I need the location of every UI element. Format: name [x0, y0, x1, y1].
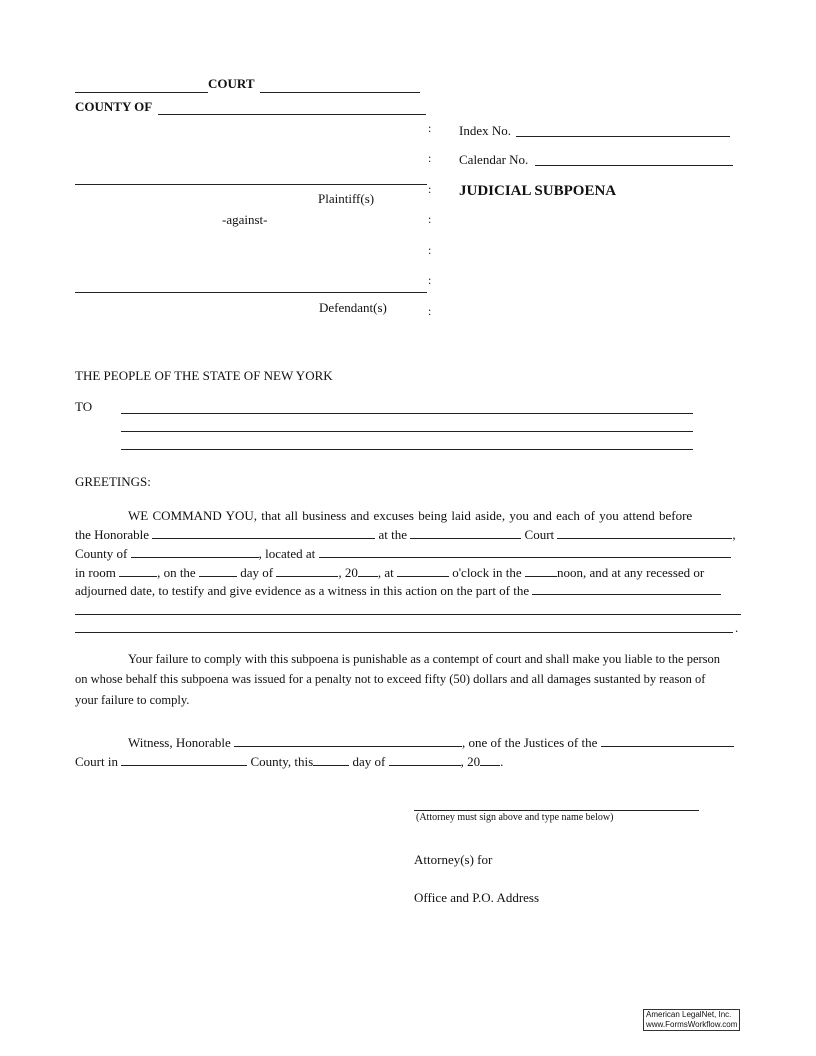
court-in-field[interactable] — [121, 753, 247, 766]
county-field[interactable] — [131, 545, 259, 558]
court-in-text: Court in — [75, 754, 118, 769]
witness-honorable-text: Witness, Honorable — [128, 735, 231, 750]
court-label: COURT — [208, 76, 255, 91]
witness-honorable-field[interactable] — [234, 734, 462, 747]
room-field[interactable] — [119, 564, 157, 577]
witness-day-of-text: day of — [352, 754, 386, 769]
publisher-box — [643, 1009, 740, 1031]
party-line-2[interactable] — [75, 614, 741, 615]
caption-colon: : — [428, 273, 432, 287]
location-field[interactable] — [319, 545, 731, 558]
greetings-heading: GREETINGS: — [75, 474, 151, 489]
witness-period: . — [500, 754, 504, 769]
attorney-signature-line[interactable] — [414, 810, 699, 811]
caption-colon: : — [428, 212, 432, 226]
located-at-text: , located at — [258, 546, 316, 561]
oclock-text: o'clock in the — [452, 565, 522, 580]
to-line-3[interactable] — [121, 449, 693, 450]
signature-note: (Attorney must sign above and type name below) — [416, 812, 614, 823]
people-heading: THE PEOPLE OF THE STATE OF NEW YORK — [75, 368, 333, 383]
plaintiff-blank[interactable] — [75, 184, 427, 185]
plaintiff-label: Plaintiff(s) — [318, 191, 375, 206]
index-no-field[interactable] — [516, 136, 730, 137]
court-location-field[interactable] — [557, 526, 732, 539]
county-this-text: County, this — [250, 754, 314, 769]
month-field[interactable] — [276, 564, 338, 577]
witness-year-field[interactable] — [480, 753, 500, 766]
witness-day-field[interactable] — [313, 753, 349, 766]
caption-colon: : — [428, 243, 432, 257]
honorable-field[interactable] — [152, 526, 375, 539]
command-line-1: WE COMMAND YOU, that all business and excuses being laid aside, you and each of you attend before — [128, 508, 693, 523]
justices-text: , one of the Justices of the — [461, 735, 598, 750]
command-line-3 — [75, 545, 731, 562]
party-line-period: . — [735, 620, 739, 635]
caption-colon: : — [428, 182, 432, 196]
index-no-label: Index No. — [459, 123, 511, 138]
time-field[interactable] — [397, 564, 449, 577]
failure-line-1: Your failure to comply with this subpoena is punishable as a contempt of court and shall make you liable to the person — [128, 652, 721, 666]
to-line-1[interactable] — [121, 413, 693, 414]
witness-year-text: , 20 — [460, 754, 481, 769]
caption-colon: : — [428, 151, 432, 165]
noon-field[interactable] — [525, 564, 557, 577]
party-field[interactable] — [532, 582, 721, 595]
adjourned-text: adjourned date, to testify and give evidence as a witness in this action on the part of the — [75, 583, 530, 598]
witness-month-field[interactable] — [389, 753, 461, 766]
against-label: -against- — [222, 212, 268, 227]
calendar-no-label: Calendar No. — [459, 152, 529, 167]
command-line-4 — [75, 564, 704, 581]
command-line-2: the Honorable at the Court , — [75, 527, 736, 542]
honorable-text: the Honorable — [75, 527, 150, 542]
noon-text: noon, and at any recessed or — [556, 565, 705, 580]
failure-line-3: your failure to comply. — [75, 693, 190, 707]
on-the-text: , on the — [157, 565, 196, 580]
caption-colon: : — [428, 121, 432, 135]
attorneys-for-label: Attorney(s) for — [414, 852, 493, 867]
county-blank[interactable] — [158, 114, 426, 115]
county-label: COUNTY OF — [75, 99, 153, 114]
defendant-blank[interactable] — [75, 292, 427, 293]
witness-line-2 — [75, 753, 503, 770]
to-line-2[interactable] — [121, 431, 693, 432]
defendant-label: Defendant(s) — [319, 300, 387, 315]
year-field[interactable] — [358, 564, 378, 577]
justices-court-field[interactable] — [601, 734, 734, 747]
publisher-name: American LegalNet, Inc. — [646, 1010, 732, 1019]
at-the-text: at the — [378, 527, 408, 542]
court-type-field[interactable] — [410, 526, 521, 539]
to-label: TO — [75, 399, 93, 414]
county-of-text: County of — [75, 546, 128, 561]
court-name-blank[interactable] — [75, 92, 208, 93]
at-text: , at — [377, 565, 394, 580]
publisher-url: www.FormsWorkflow.com — [646, 1020, 738, 1029]
witness-line-1 — [128, 734, 734, 751]
day-field[interactable] — [199, 564, 237, 577]
document-title: JUDICIAL SUBPOENA — [459, 183, 617, 199]
office-address-label: Office and P.O. Address — [414, 890, 540, 905]
court-text: Court — [524, 527, 555, 542]
failure-line-2: on whose behalf this subpoena was issued for a penalty not to exceed fifty (50) dollars and all damages sustanted by reason of — [75, 672, 706, 686]
year-text: , 20 — [338, 565, 358, 580]
in-room-text: in room — [75, 565, 116, 580]
command-line-5 — [75, 582, 721, 599]
party-line-3[interactable] — [75, 632, 733, 633]
court-suffix-blank[interactable] — [260, 92, 420, 93]
calendar-no-field[interactable] — [535, 165, 733, 166]
day-of-text: day of — [240, 565, 274, 580]
caption-colon: : — [428, 304, 432, 318]
